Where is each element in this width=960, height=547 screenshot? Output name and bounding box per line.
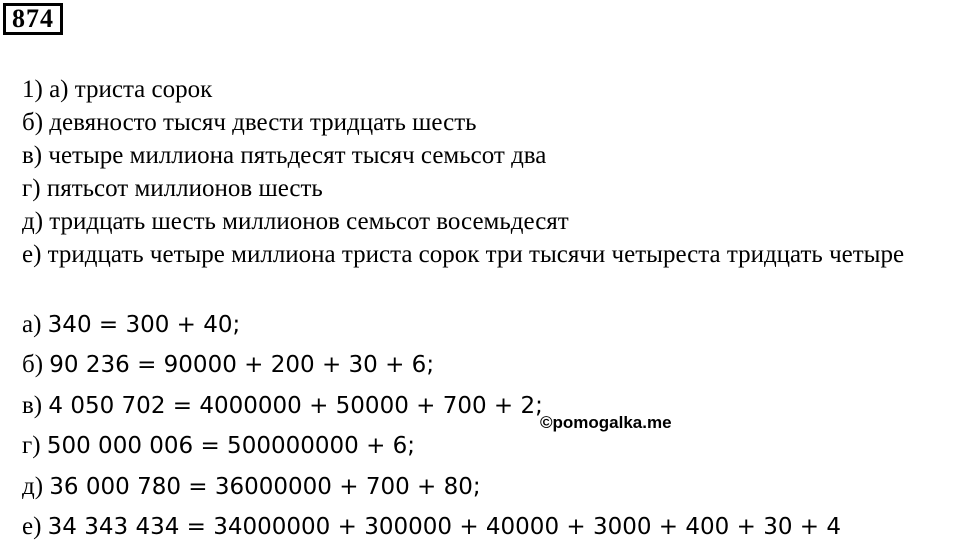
equation-expression: 340 = 300 + 40; [47, 312, 241, 338]
words-line-d: д) тридцать шесть миллионов семьсот восемьдесят [22, 208, 569, 235]
watermark: ©pomogalka.me [540, 413, 672, 432]
equation-expression: 500 000 006 = 500000000 + 6; [46, 433, 416, 460]
equation-g [22, 426, 841, 466]
words-line-a: 1) а) триста сорок [22, 76, 213, 103]
equation-label: е) [22, 513, 48, 541]
equation-expression: 34 343 434 = 34000000 + 300000 + 40000 + 3000 + 400 + 30 + 4 [47, 514, 841, 541]
equations-list [22, 305, 841, 547]
equation-label: д) [22, 472, 50, 500]
equation-a [22, 305, 841, 345]
problem-number: 874 [3, 3, 63, 35]
equation-label: б) [22, 351, 50, 379]
words-line-e: е) тридцать четыре миллиона триста сорок три тысячи четыреста тридцать четыре [22, 241, 905, 268]
equation-label: а) [22, 311, 48, 338]
equation-label: г) [22, 432, 47, 460]
equation-expression: 36 000 780 = 36000000 + 700 + 80; [49, 473, 481, 500]
equation-expression: 4 050 702 = 4000000 + 50000 + 700 + 2; [48, 392, 543, 419]
words-line-v: в) четыре миллиона пятьдесят тысяч семьсот два [22, 142, 547, 169]
equation-label: в) [22, 391, 49, 419]
words-line-b: б) девяносто тысяч двести тридцать шесть [22, 109, 477, 136]
equation-d [22, 467, 841, 507]
words-answer-list [22, 73, 957, 271]
equation-b [22, 345, 841, 385]
equation-expression: 90 236 = 90000 + 200 + 30 + 6; [49, 352, 435, 379]
equation-e [22, 507, 841, 547]
equation-v [22, 386, 841, 426]
words-line-g: г) пятьсот миллионов шесть [22, 175, 323, 202]
